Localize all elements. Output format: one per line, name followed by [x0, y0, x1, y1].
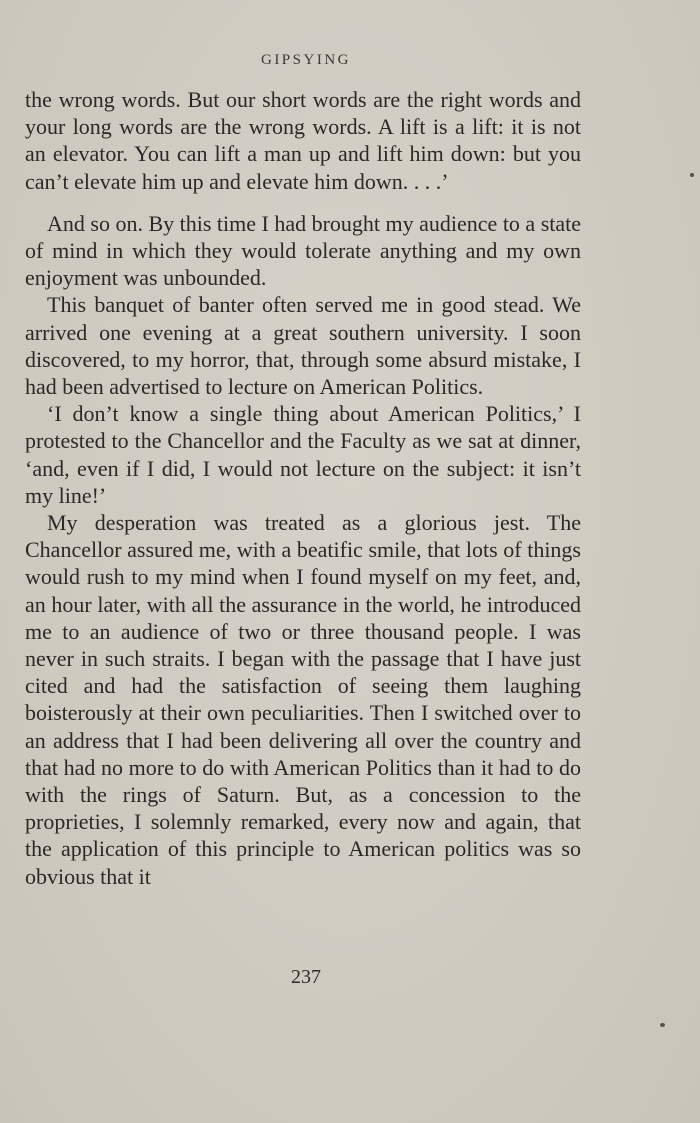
paragraph-3: This banquet of banter often served me in good stead. We arrived one evening at a great southern university. I soon discovered, to my horror, that, through some absurd mistake, I had been advertised to lecture on American Politics. — [25, 292, 581, 400]
paper-speck — [660, 1023, 665, 1027]
paragraph-1: the wrong words. But our short words are the right words and your long words are the wrong words. A lift is a lift: it is not an elevator. You can lift a man up and lift him down: but you can’t elevate him up and elevate him down. . . .’ — [25, 87, 581, 194]
page-number: 237 — [291, 966, 321, 988]
paper-speck — [690, 173, 694, 177]
paragraph-4: ‘I don’t know a single thing about American Politics,’ I protested to the Chancellor and the Faculty as we sat at dinner, ‘and, even if I did, I would not lecture on the subject: it isn’t my line!’ — [25, 401, 581, 508]
paragraph-5: My desperation was treated as a glorious jest. The Chancellor assured me, with a beatific smile, that lots of things would rush to my mind when I found myself on my feet, and, an hour later, with all the assurance in the world, he introduced me to an audience of two or three thousand people. I was never in such straits. I began with the passage that I have just cited and had the satisfaction of seeing them laughing boisterously at their own peculiarities. Then I switched over to an address that I had been delivering all over the country and that had no more to do with American Politics than it had to do with the rings of Saturn. But, as a concession to the proprieties, I solemnly remarked, every now and again, that the application of this principle to American politics was so obvious that it — [25, 510, 581, 889]
paragraph-2: And so on. By this time I had brought my audience to a state of mind in which they would tolerate anything and my own enjoyment was unbounded. — [25, 210, 582, 291]
running-head: GIPSYING — [260, 52, 351, 68]
body-text — [25, 86, 581, 890]
